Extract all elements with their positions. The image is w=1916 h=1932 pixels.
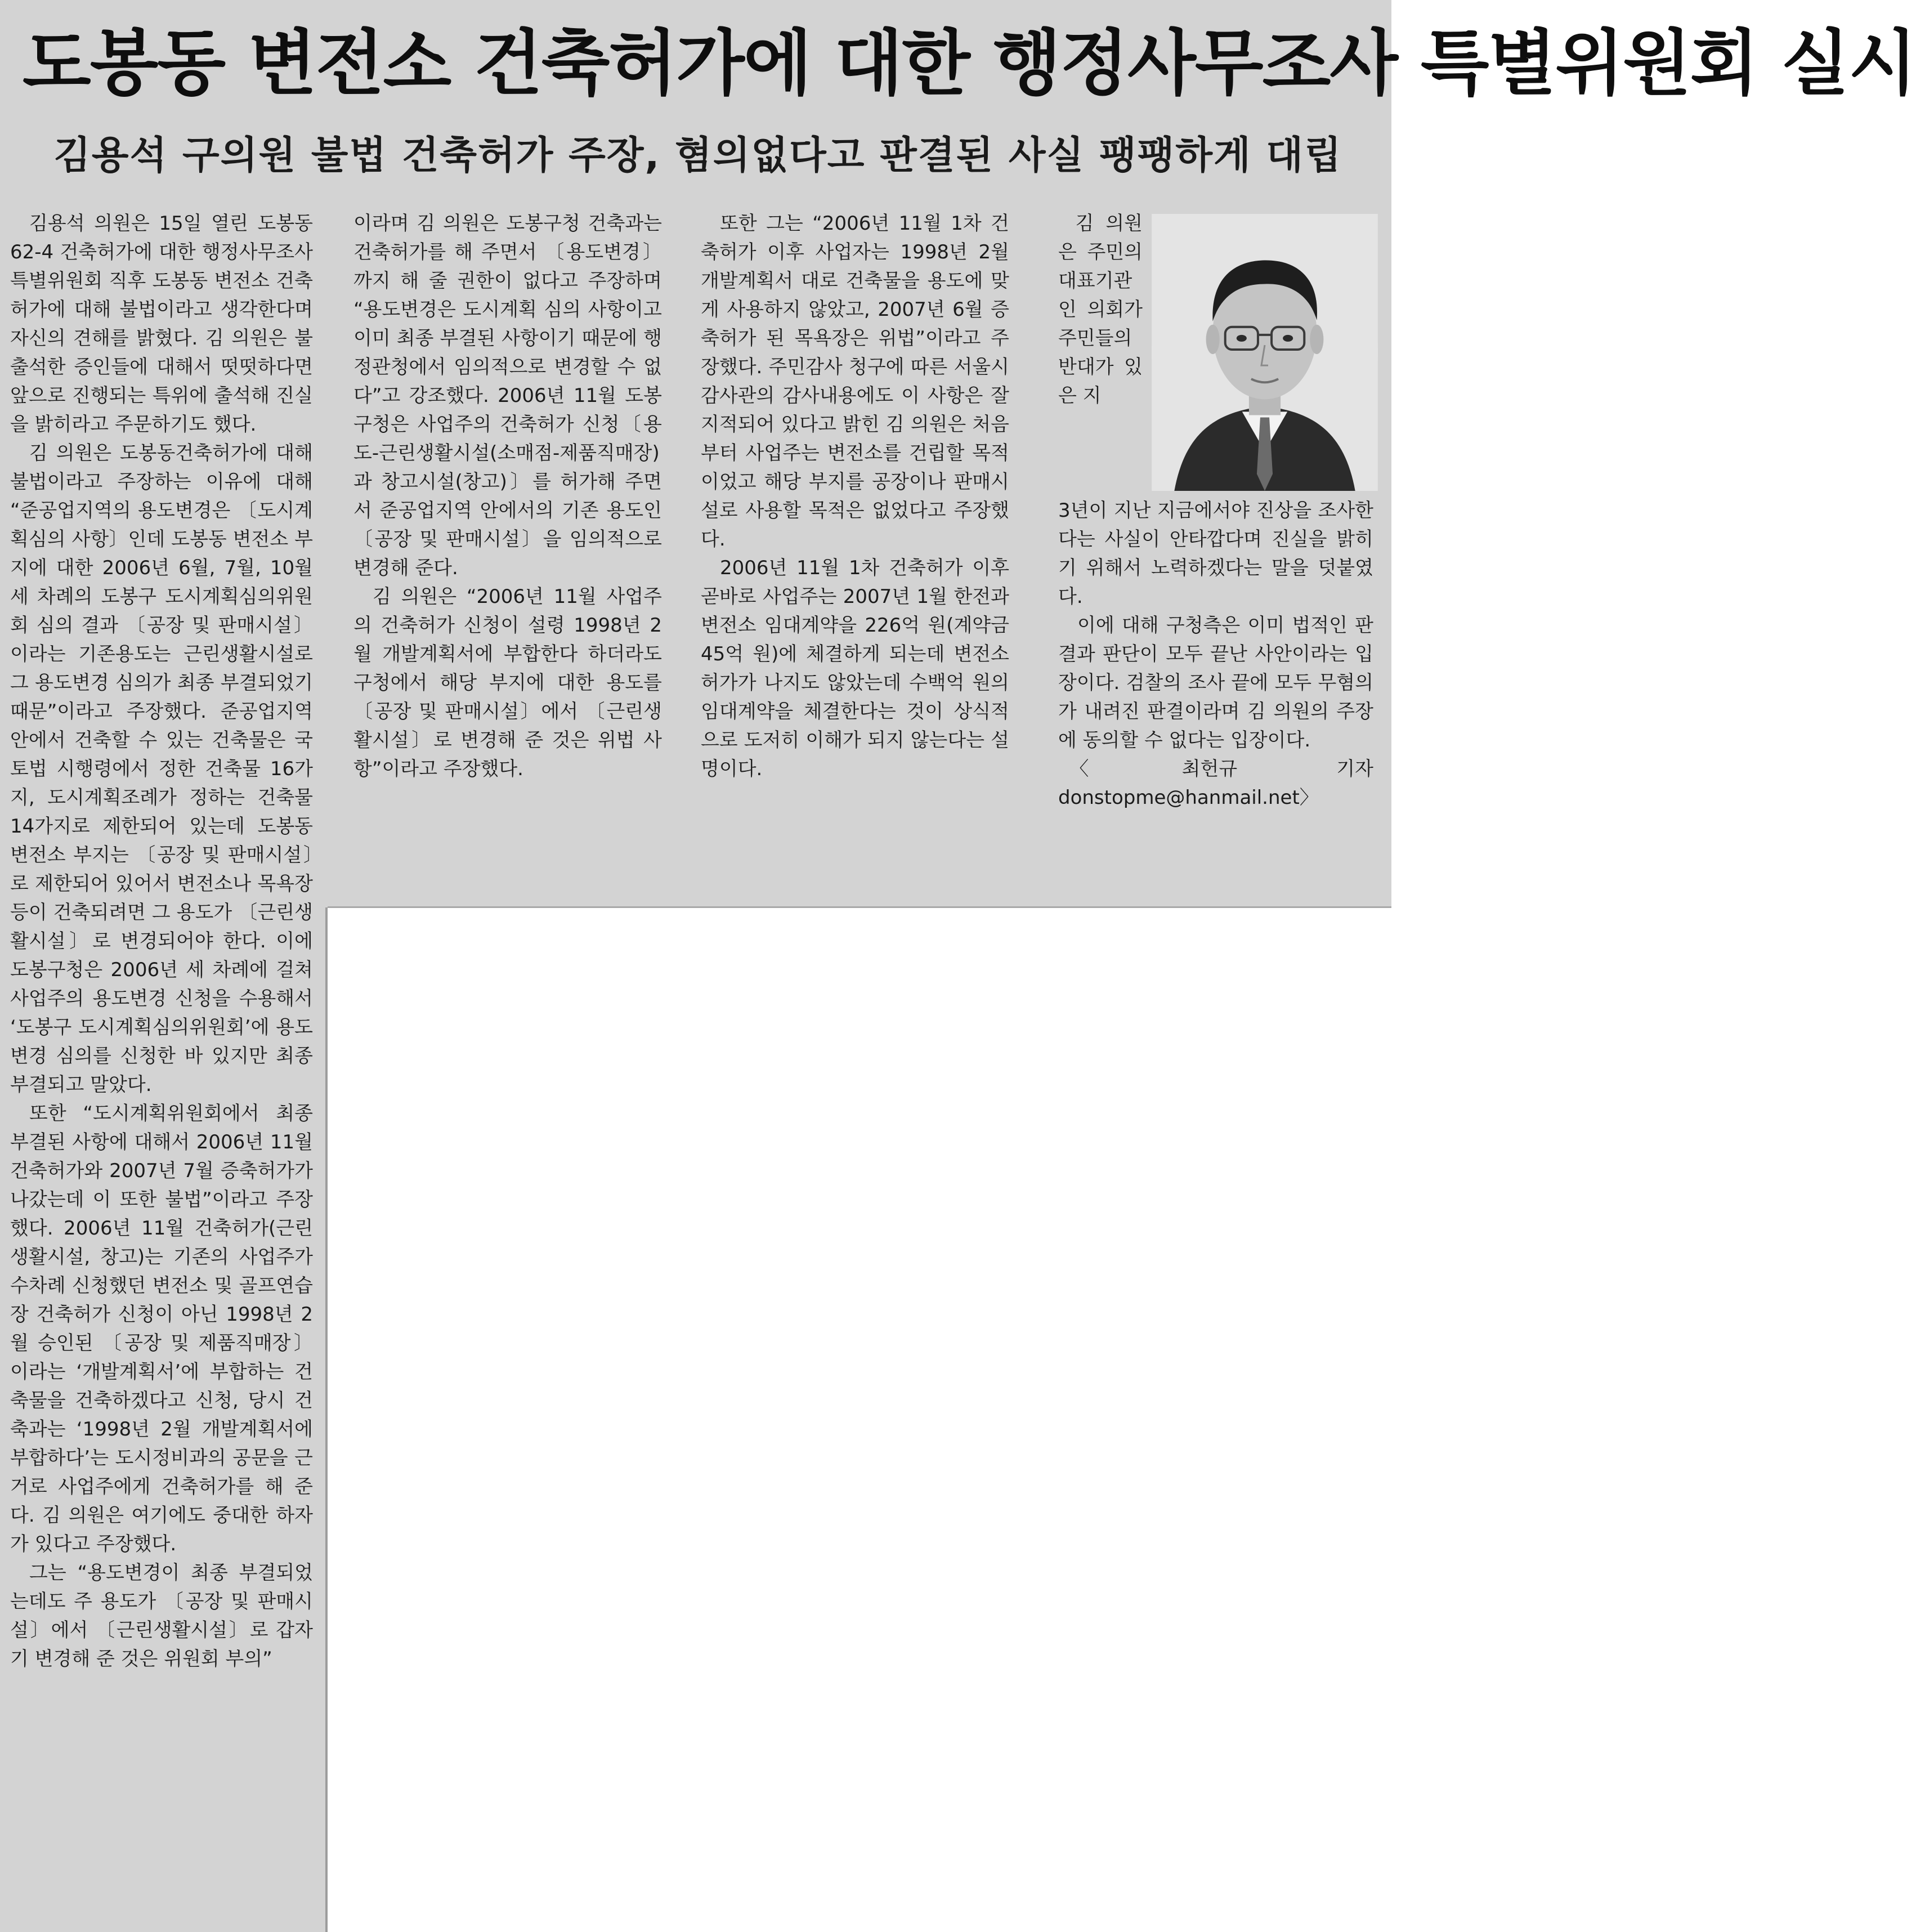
subheadline: 김용석 구의원 불법 건축허가 주장, 혐의없다고 판결된 사실 팽팽하게 대립: [53, 133, 1342, 178]
reporter-portrait-photo: [1152, 214, 1378, 491]
headline: 도봉동 변전소 건축허가에 대한 행정사무조사 특별위원회 실시: [23, 22, 1916, 105]
article-column-3: [701, 209, 1009, 885]
article-column-1: [10, 209, 313, 1932]
paragraph: 그는 “용도변경이 최종 부결되었는데도 주 용도가 〔공장 및 판매시설〕에서 〔근린생활시설〕로 갑자기 변경해 준 것은 위원회 부의”: [10, 1562, 313, 1670]
clipping-edge-bottom: [328, 906, 1391, 908]
paragraph: 김 의원은 주민의 대표기관인 의회가 주민들의 반대가 있은 지: [1058, 212, 1143, 407]
portrait-illustration: [1152, 214, 1378, 491]
paragraph: 또한 그는 “2006년 11월 1차 건축허가 이후 사업자는 1998년 2월 개발계획서 대로 건축물을 용도에 맞게 사용하지 않았고, 2007년 6월 증축허가 된 목욕장은 위법”이라고 주장했다. 주민감사 청구에 따른 서울시 감사관의 감사내용에도 이 사항은 잘 지적되어 있다고 밝힌 김 의원은 처음부터 사업주는 변전소를 건립할 목적이었고 해당 부지를 공장이나 판매시설로 사용할 목적은 없었다고 주장했다.: [701, 212, 1009, 551]
paragraph: 김 의원은 “2006년 11월 사업주의 건축허가 신청이 설령 1998년 2월 개발계획서에 부합한다 하더라도 구청에서 해당 부지에 대한 용도를 〔공장 및 판매시설〕에서 〔근린생활시설〕로 변경해 준 것은 위법 사항”이라고 주장했다.: [353, 585, 662, 780]
reporter-byline: 〈최헌규 기자 donstopme@hanmail.net〉: [1058, 758, 1373, 809]
clipping-edge: [325, 907, 328, 1932]
paragraph: 이라며 김 의원은 도봉구청 건축과는 건축허가를 해 주면서 〔용도변경〕까지 해 줄 권한이 없다고 주장하며 “용도변경은 도시계획 심의 사항이고 이미 최종 부결된 사항이기 때문에 행정관청에서 임의적으로 변경할 수 없다”고 강조했다. 2006년 11월 도봉구청은 사업주의 건축허가 신청〔용도-근린생활시설(소매점-제품직매장)과 창고시설(창고)〕를 허가해 주면서 준공업지역 안에서의 기존 용도인 〔공장 및 판매시설〕을 임의적으로 변경해 준다.: [353, 212, 662, 579]
paragraph: 또한 “도시계획위원회에서 최종 부결된 사항에 대해서 2006년 11월 건축허가와 2007년 7월 증축허가가 나갔는데 이 또한 불법”이라고 주장했다. 2006년 11월 건축허가(근린생활시설, 창고)는 기존의 사업주가 수차례 신청했던 변전소 및 골프연습장 건축허가 신청이 아닌 1998년 2월 승인된 〔공장 및 제품직매장〕이라는 ‘개발계획서’에 부합하는 건축물을 건축하겠다고 신청, 당시 건축과는 ‘1998년 2월 개발계획서에 부합하다’는 도시정비과의 공문을 근거로 사업주에게 건축허가를 해 준다. 김 의원은 여기에도 중대한 하자가 있다고 주장했다.: [10, 1102, 313, 1555]
paragraph: 김 의원은 도봉동건축허가에 대해 불법이라고 주장하는 이유에 대해 “준공업지역의 용도변경은 〔도시계획심의 사항〕인데 도봉동 변전소 부지에 대한 2006년 6월, 7월, 10월 세 차례의 도봉구 도시계획심의위원회 심의 결과 〔공장 및 판매시설〕이라는 기존용도는 근린생활시설로 그 용도변경 심의가 최종 부결되었기 때문”이라고 주장했다. 준공업지역 안에서 건축할 수 있는 건축물은 국토법 시행령에서 정한 건축물 16가지, 도시계획조례가 정하는 건축물 14가지로 제한되어 있는데 도봉동 변전소 부지는 〔공장 및 판매시설〕로 제한되어 있어서 변전소나 목욕장 등이 건축되려면 그 용도가 〔근린생활시설〕로 변경되어야 한다. 이에 도봉구청은 2006년 세 차례에 걸쳐 사업주의 용도변경 신청을 수용해서 ‘도봉구 도시계획심의위원회’에 용도변경 심의를 신청한 바 있지만 최종 부결되고 말았다.: [10, 442, 313, 1096]
article-column-2: [353, 209, 662, 885]
paragraph: 2006년 11월 1차 건축허가 이후 곧바로 사업주는 2007년 1월 한전과 변전소 임대계약을 226억 원(계약금 45억 원)에 체결하게 되는데 변전소 허가가 나지도 않았는데 수백억 원의 임대계약을 체결한다는 것이 상식적으로 도저히 이해가 되지 않는다는 설명이다.: [701, 557, 1009, 780]
article-column-4: [1058, 497, 1373, 902]
paragraph: 이에 대해 구청측은 이미 법적인 판결과 판단이 모두 끝난 사안이라는 입장이다. 검찰의 조사 끝에 모두 무혐의가 내려진 판결이라며 김 의원의 주장에 동의할 수 없다는 입장이다.: [1058, 614, 1373, 752]
paragraph: 3년이 지난 지금에서야 진상을 조사한다는 사실이 안타깝다며 진실을 밝히기 위해서 노력하겠다는 말을 덧붙였다.: [1058, 499, 1373, 608]
article-column-4-narrow: [1058, 209, 1143, 497]
paragraph: 김용석 의원은 15일 열린 도봉동 62-4 건축허가에 대한 행정사무조사 특별위원회 직후 도봉동 변전소 건축허가에 대해 불법이라고 생각한다며 자신의 견해를 밝혔다. 김 의원은 불출석한 증인들에 대해서 떳떳하다면 앞으로 진행되는 특위에 출석해 진실을 밝히라고 주문하기도 했다.: [10, 212, 313, 436]
